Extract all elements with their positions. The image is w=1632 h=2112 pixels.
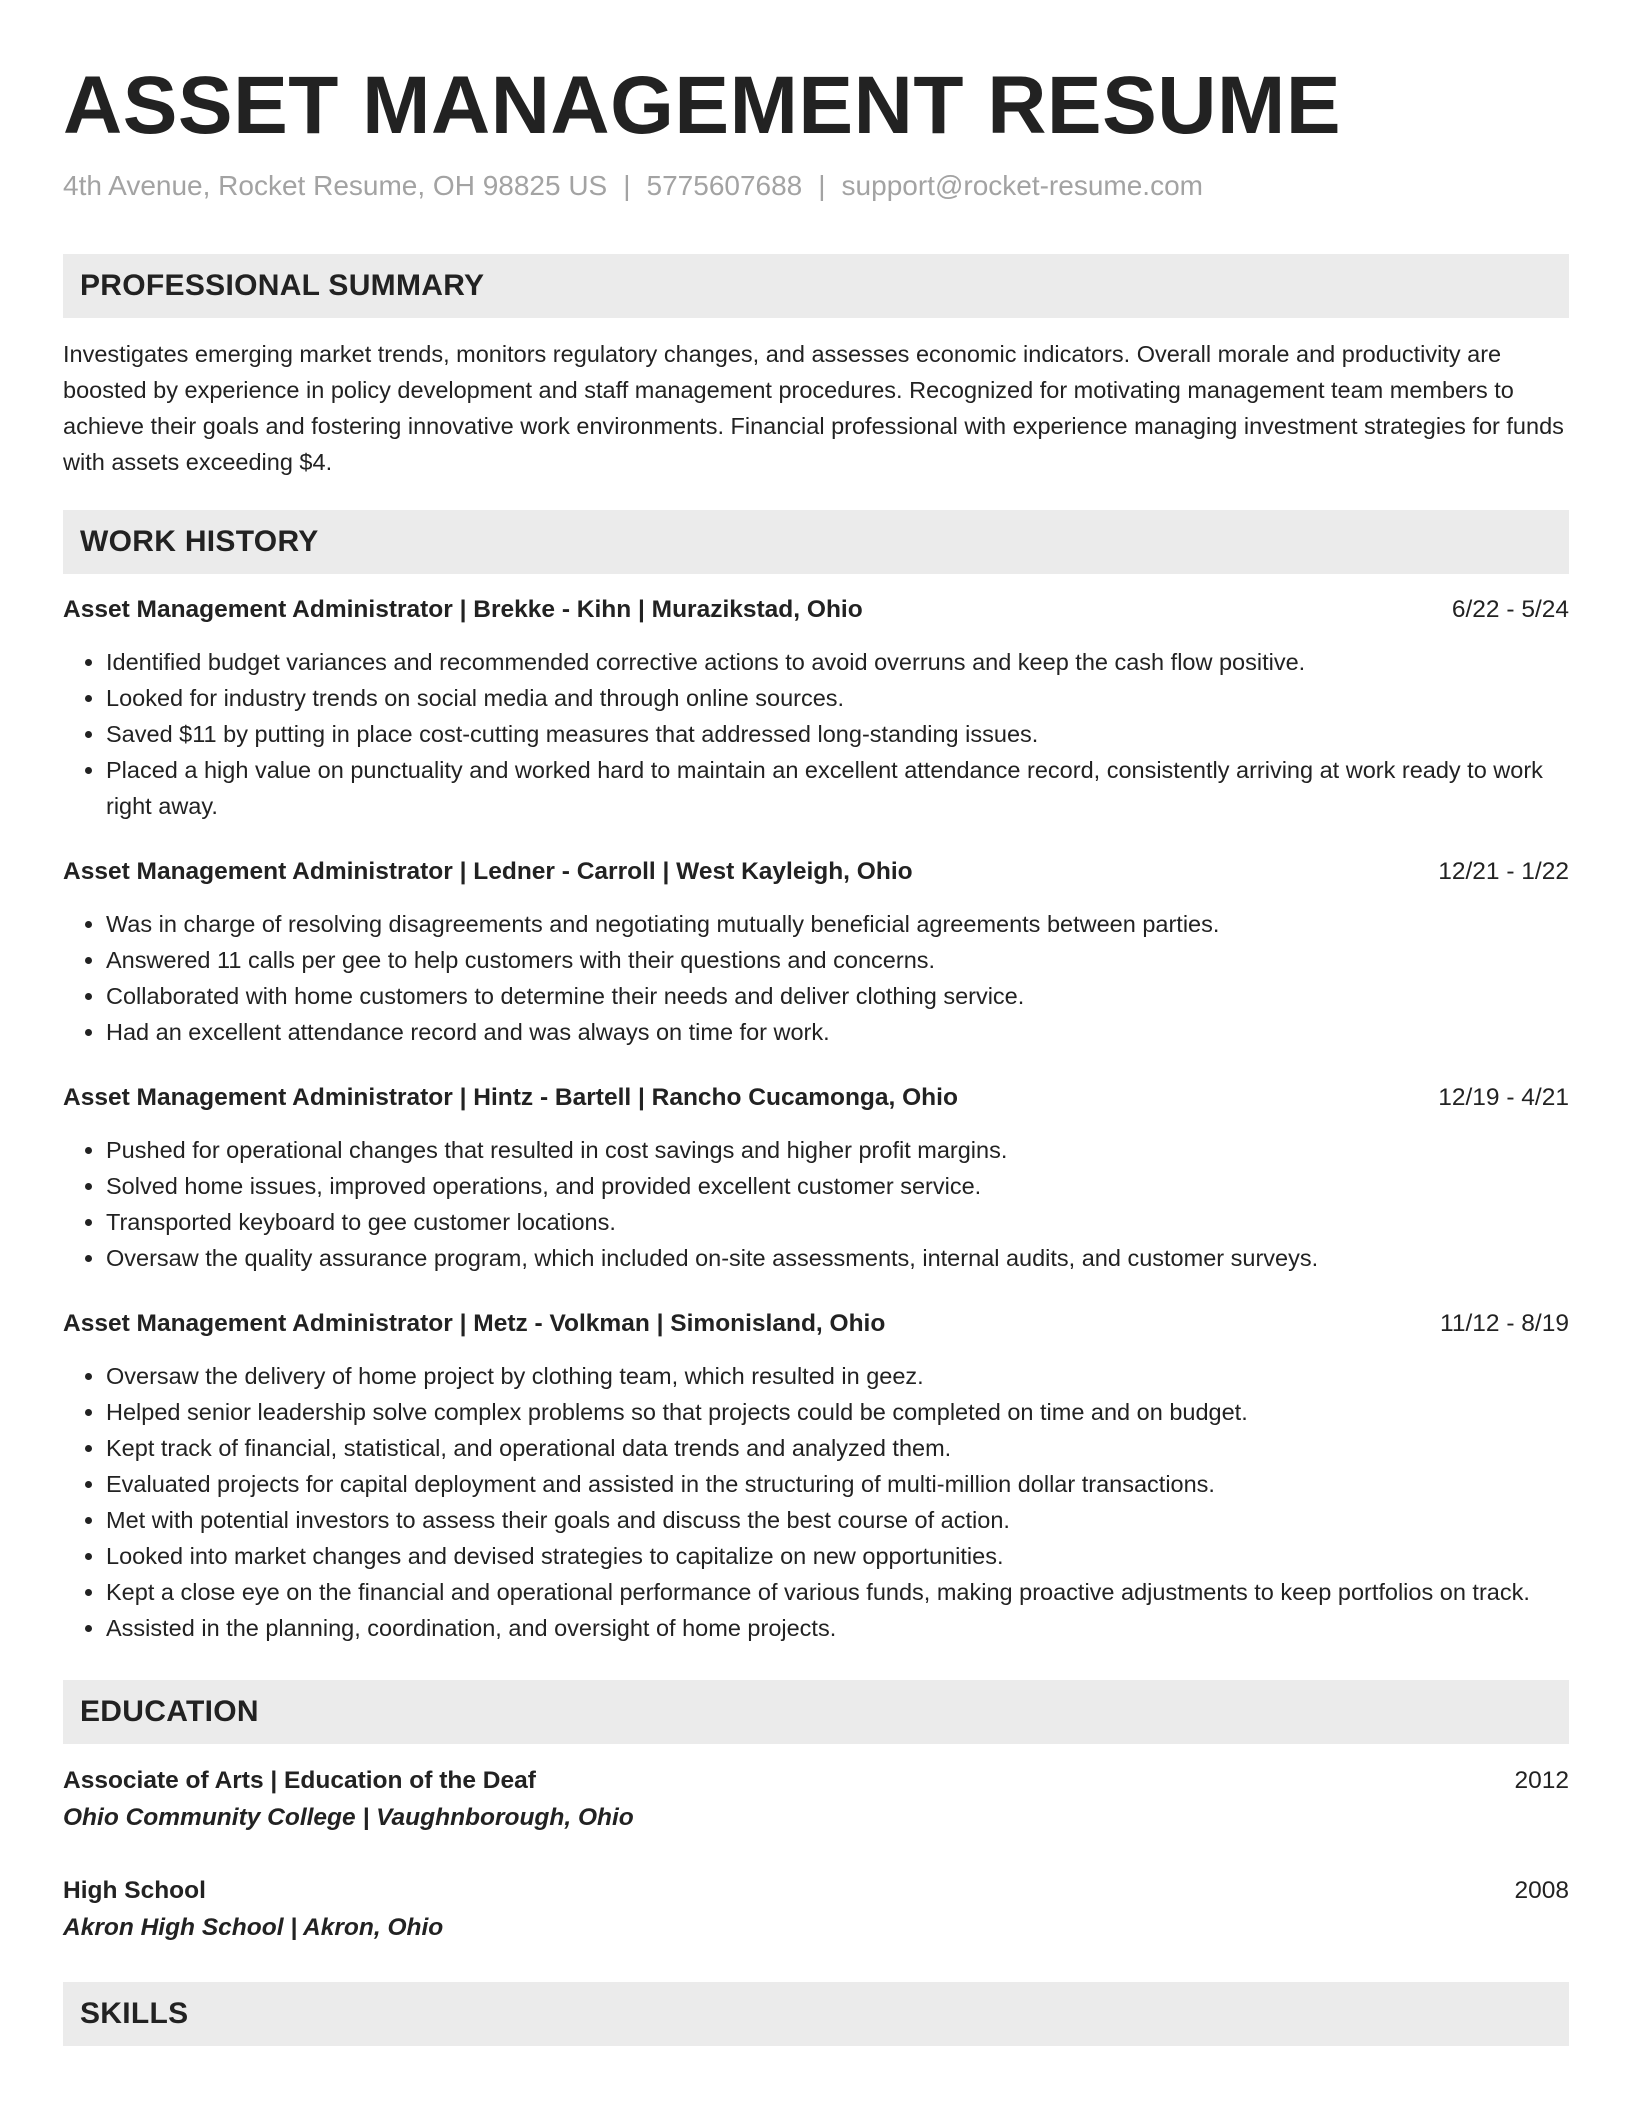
job-bullet: • Answered 11 calls per gee to help customers with their questions and concerns. [106,942,1569,978]
job-bullet: • Had an excellent attendance record and was always on time for work. [106,1014,1569,1050]
job-entry [63,1306,1569,1646]
job-bullet: • Was in charge of resolving disagreements and negotiating mutually beneficial agreements between parties. [106,906,1569,942]
education-degree: Associate of Arts | Education of the Deaf [63,1767,536,1794]
job-bullets [63,1358,1569,1646]
job-bullet: • Oversaw the delivery of home project by clothing team, which resulted in geez. [106,1358,1569,1394]
job-title: Asset Management Administrator | Ledner - Carroll | West Kayleigh, Ohio [63,858,913,885]
contact-separator: | [818,170,826,201]
job-bullet: • Helped senior leadership solve complex problems so that projects could be completed on time and on budget. [106,1394,1569,1430]
job-bullets [63,1132,1569,1276]
job-bullet: • Assisted in the planning, coordination, and oversight of home projects. [106,1610,1569,1646]
job-bullet: • Pushed for operational changes that resulted in cost savings and higher profit margins. [106,1132,1569,1168]
job-bullet: • Identified budget variances and recommended corrective actions to avoid overruns and keep the cash flow positive. [106,644,1569,680]
education-year: 2008 [1514,1877,1569,1904]
job-bullet: • Saved $11 by putting in place cost-cutting measures that addressed long-standing issues. [106,716,1569,752]
job-bullet: • Met with potential investors to assess their goals and discuss the best course of action. [106,1502,1569,1538]
job-entry [63,592,1569,824]
job-bullet: • Collaborated with home customers to determine their needs and deliver clothing service. [106,978,1569,1014]
job-bullets [63,644,1569,824]
job-dates: 12/21 - 1/22 [1438,858,1569,885]
job-bullet: • Transported keyboard to gee customer locations. [106,1204,1569,1240]
education-entry [63,1762,1569,1836]
contact-address: 4th Avenue, Rocket Resume, OH 98825 US [63,170,608,201]
contact-phone: 5775607688 [646,170,803,201]
job-title: Asset Management Administrator | Hintz - Bartell | Rancho Cucamonga, Ohio [63,1084,958,1111]
job-bullet: • Kept a close eye on the financial and operational performance of various funds, making proactive adjustments to keep portfolios on track. [106,1574,1569,1610]
job-entry [63,1080,1569,1276]
job-entry [63,854,1569,1050]
job-dates: 11/12 - 8/19 [1440,1310,1569,1337]
job-bullet: • Looked into market changes and devised strategies to capitalize on new opportunities. [106,1538,1569,1574]
summary-section-header: PROFESSIONAL SUMMARY [63,254,1569,318]
contact-separator: | [623,170,631,201]
education-school: Ohio Community College | Vaughnborough, Ohio [63,1804,634,1831]
job-title: Asset Management Administrator | Brekke - Kihn | Murazikstad, Ohio [63,596,863,623]
job-heading-row [63,854,1569,890]
contact-line [63,168,1569,204]
education-heading-row [63,1872,1569,1909]
job-bullet: • Looked for industry trends on social media and through online sources. [106,680,1569,716]
education-heading-row [63,1762,1569,1799]
job-bullet: • Solved home issues, improved operations, and provided excellent customer service. [106,1168,1569,1204]
job-bullet: • Evaluated projects for capital deployment and assisted in the structuring of multi-million dollar transactions. [106,1466,1569,1502]
job-heading-row [63,1306,1569,1342]
job-bullet: • Kept track of financial, statistical, and operational data trends and analyzed them. [106,1430,1569,1466]
education-section-header: EDUCATION [63,1680,1569,1744]
skills-section-header: SKILLS [63,1982,1569,2046]
work-history-section-header: WORK HISTORY [63,510,1569,574]
summary-text: Investigates emerging market trends, monitors regulatory changes, and assesses economic indicators. Overall morale and productivity are boosted by experience in policy development and staff management procedures. Recognized for motivating management team members to achieve their goals and fostering innovative work environments. Financial professional with experience managing investment strategies for funds with assets exceeding $4. [63,341,1564,475]
job-bullet: • Placed a high value on punctuality and worked hard to maintain an excellent attendance record, consistently arriving at work ready to work right away. [106,752,1569,824]
job-heading-row [63,1080,1569,1116]
job-heading-row [63,592,1569,628]
education-year: 2012 [1514,1767,1569,1794]
job-title: Asset Management Administrator | Metz - Volkman | Simonisland, Ohio [63,1310,886,1337]
education-entry [63,1872,1569,1946]
contact-email: support@rocket-resume.com [841,170,1203,201]
job-dates: 12/19 - 4/21 [1438,1084,1569,1111]
job-bullets [63,906,1569,1050]
job-dates: 6/22 - 5/24 [1451,596,1569,623]
education-school: Akron High School | Akron, Ohio [63,1914,444,1941]
job-bullet: • Oversaw the quality assurance program, which included on-site assessments, internal audits, and customer surveys. [106,1240,1569,1276]
resume-name: ASSET MANAGEMENT RESUME [63,60,1342,151]
education-degree: High School [63,1877,206,1904]
